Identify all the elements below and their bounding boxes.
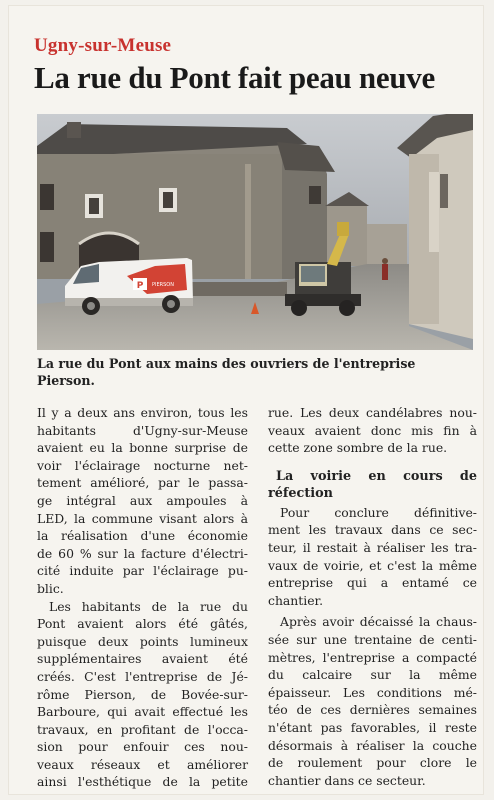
text-line: supplémentaires avaient été	[37, 651, 248, 667]
text-line: téo de ces dernières semaines	[268, 702, 477, 718]
text-line: sée sur une trentaine de centi-	[268, 631, 477, 647]
text-line: voir l'éclairage nocturne net-	[37, 457, 248, 473]
article-photo	[37, 114, 473, 350]
photo-caption: La rue du Pont aux mains des ouvriers de l'entreprise Pierson.	[37, 356, 416, 388]
text-line: LED, la commune visant alors à	[37, 510, 248, 526]
text-line: avaient eu la bonne surprise de	[37, 440, 248, 456]
text-line: cette zone sombre de la rue.	[268, 440, 448, 456]
text-line: cité induite par l'éclairage pu-	[37, 563, 248, 579]
article-column-right	[268, 404, 477, 789]
paragraph-1	[37, 404, 248, 598]
text-line: tement amélioré, par le passa-	[37, 475, 248, 491]
text-line: chantier dans ce secteur.	[268, 772, 426, 788]
text-line: mètres, l'entreprise a compacté	[268, 649, 477, 665]
text-line: rue. Les deux candélabres nou-	[268, 405, 477, 420]
text-line: veaux avaient donc mis fin à	[268, 422, 477, 438]
text-line: rôme Pierson, de Bovée-sur-	[37, 686, 248, 702]
van-brand-text: PIERSON	[152, 282, 174, 288]
text-line: ge intégral aux ampoules à	[37, 492, 248, 508]
svg-text:P: P	[136, 281, 144, 291]
text-line: vaux de voirie, et c'est la même	[268, 557, 477, 573]
paragraph-4	[268, 504, 477, 610]
text-line: veaux réseaux et améliorer	[37, 756, 248, 772]
street-scene-image	[37, 114, 473, 350]
article-column-left	[37, 404, 248, 791]
text-line: Il y a deux ans environ, tous les	[37, 405, 248, 420]
article-kicker: Ugny-sur-Meuse	[34, 35, 172, 56]
text-line: teur, il restait à réaliser les tra-	[268, 539, 477, 555]
paragraph-2	[37, 598, 248, 792]
paragraph-5	[268, 613, 477, 789]
text-line: Après avoir décaissé la chaus-	[280, 614, 477, 630]
article-headline: La rue du Pont fait peau neuve	[34, 60, 435, 95]
text-line: entreprise qui a entamé ce	[268, 575, 477, 591]
text-line: du calcaire sur la même	[268, 667, 477, 683]
text-line: épaisseur. Les conditions mé-	[268, 684, 477, 700]
text-line: habitants d'Ugny-sur-Meuse	[37, 422, 248, 438]
text-line: travaux, en profitant de l'occa-	[37, 721, 248, 737]
text-line: chantier.	[268, 592, 324, 608]
text-line: n'étant pas favorables, il reste	[268, 719, 477, 735]
text-line: puisque deux points lumineux	[37, 633, 248, 649]
text-line: blic.	[37, 580, 64, 596]
text-line: de 60 % sur la facture d'électri-	[37, 545, 248, 561]
paragraph-3	[268, 404, 477, 457]
article-subhead: La voirie en cours de réfection	[268, 468, 477, 501]
text-line: sion pour enfouir ces nou-	[37, 739, 248, 755]
text-line: ainsi l'esthétique de la petite	[37, 774, 248, 790]
text-line: la réalisation d'une économie	[37, 528, 248, 544]
text-line: Barboure, qui avait effectué les	[37, 704, 248, 720]
text-line: Les habitants de la rue du	[49, 598, 248, 614]
text-line: Pont avaient alors été gâtés,	[37, 616, 248, 632]
text-line: ment les travaux dans ce sec-	[268, 522, 477, 538]
text-line: de roulement pour clore le	[268, 755, 477, 771]
text-line: Pour conclure définitive-	[280, 504, 477, 520]
text-line: créés. C'est l'entreprise de Jé-	[37, 668, 248, 684]
text-line: désormais à réaliser la couche	[268, 737, 477, 753]
